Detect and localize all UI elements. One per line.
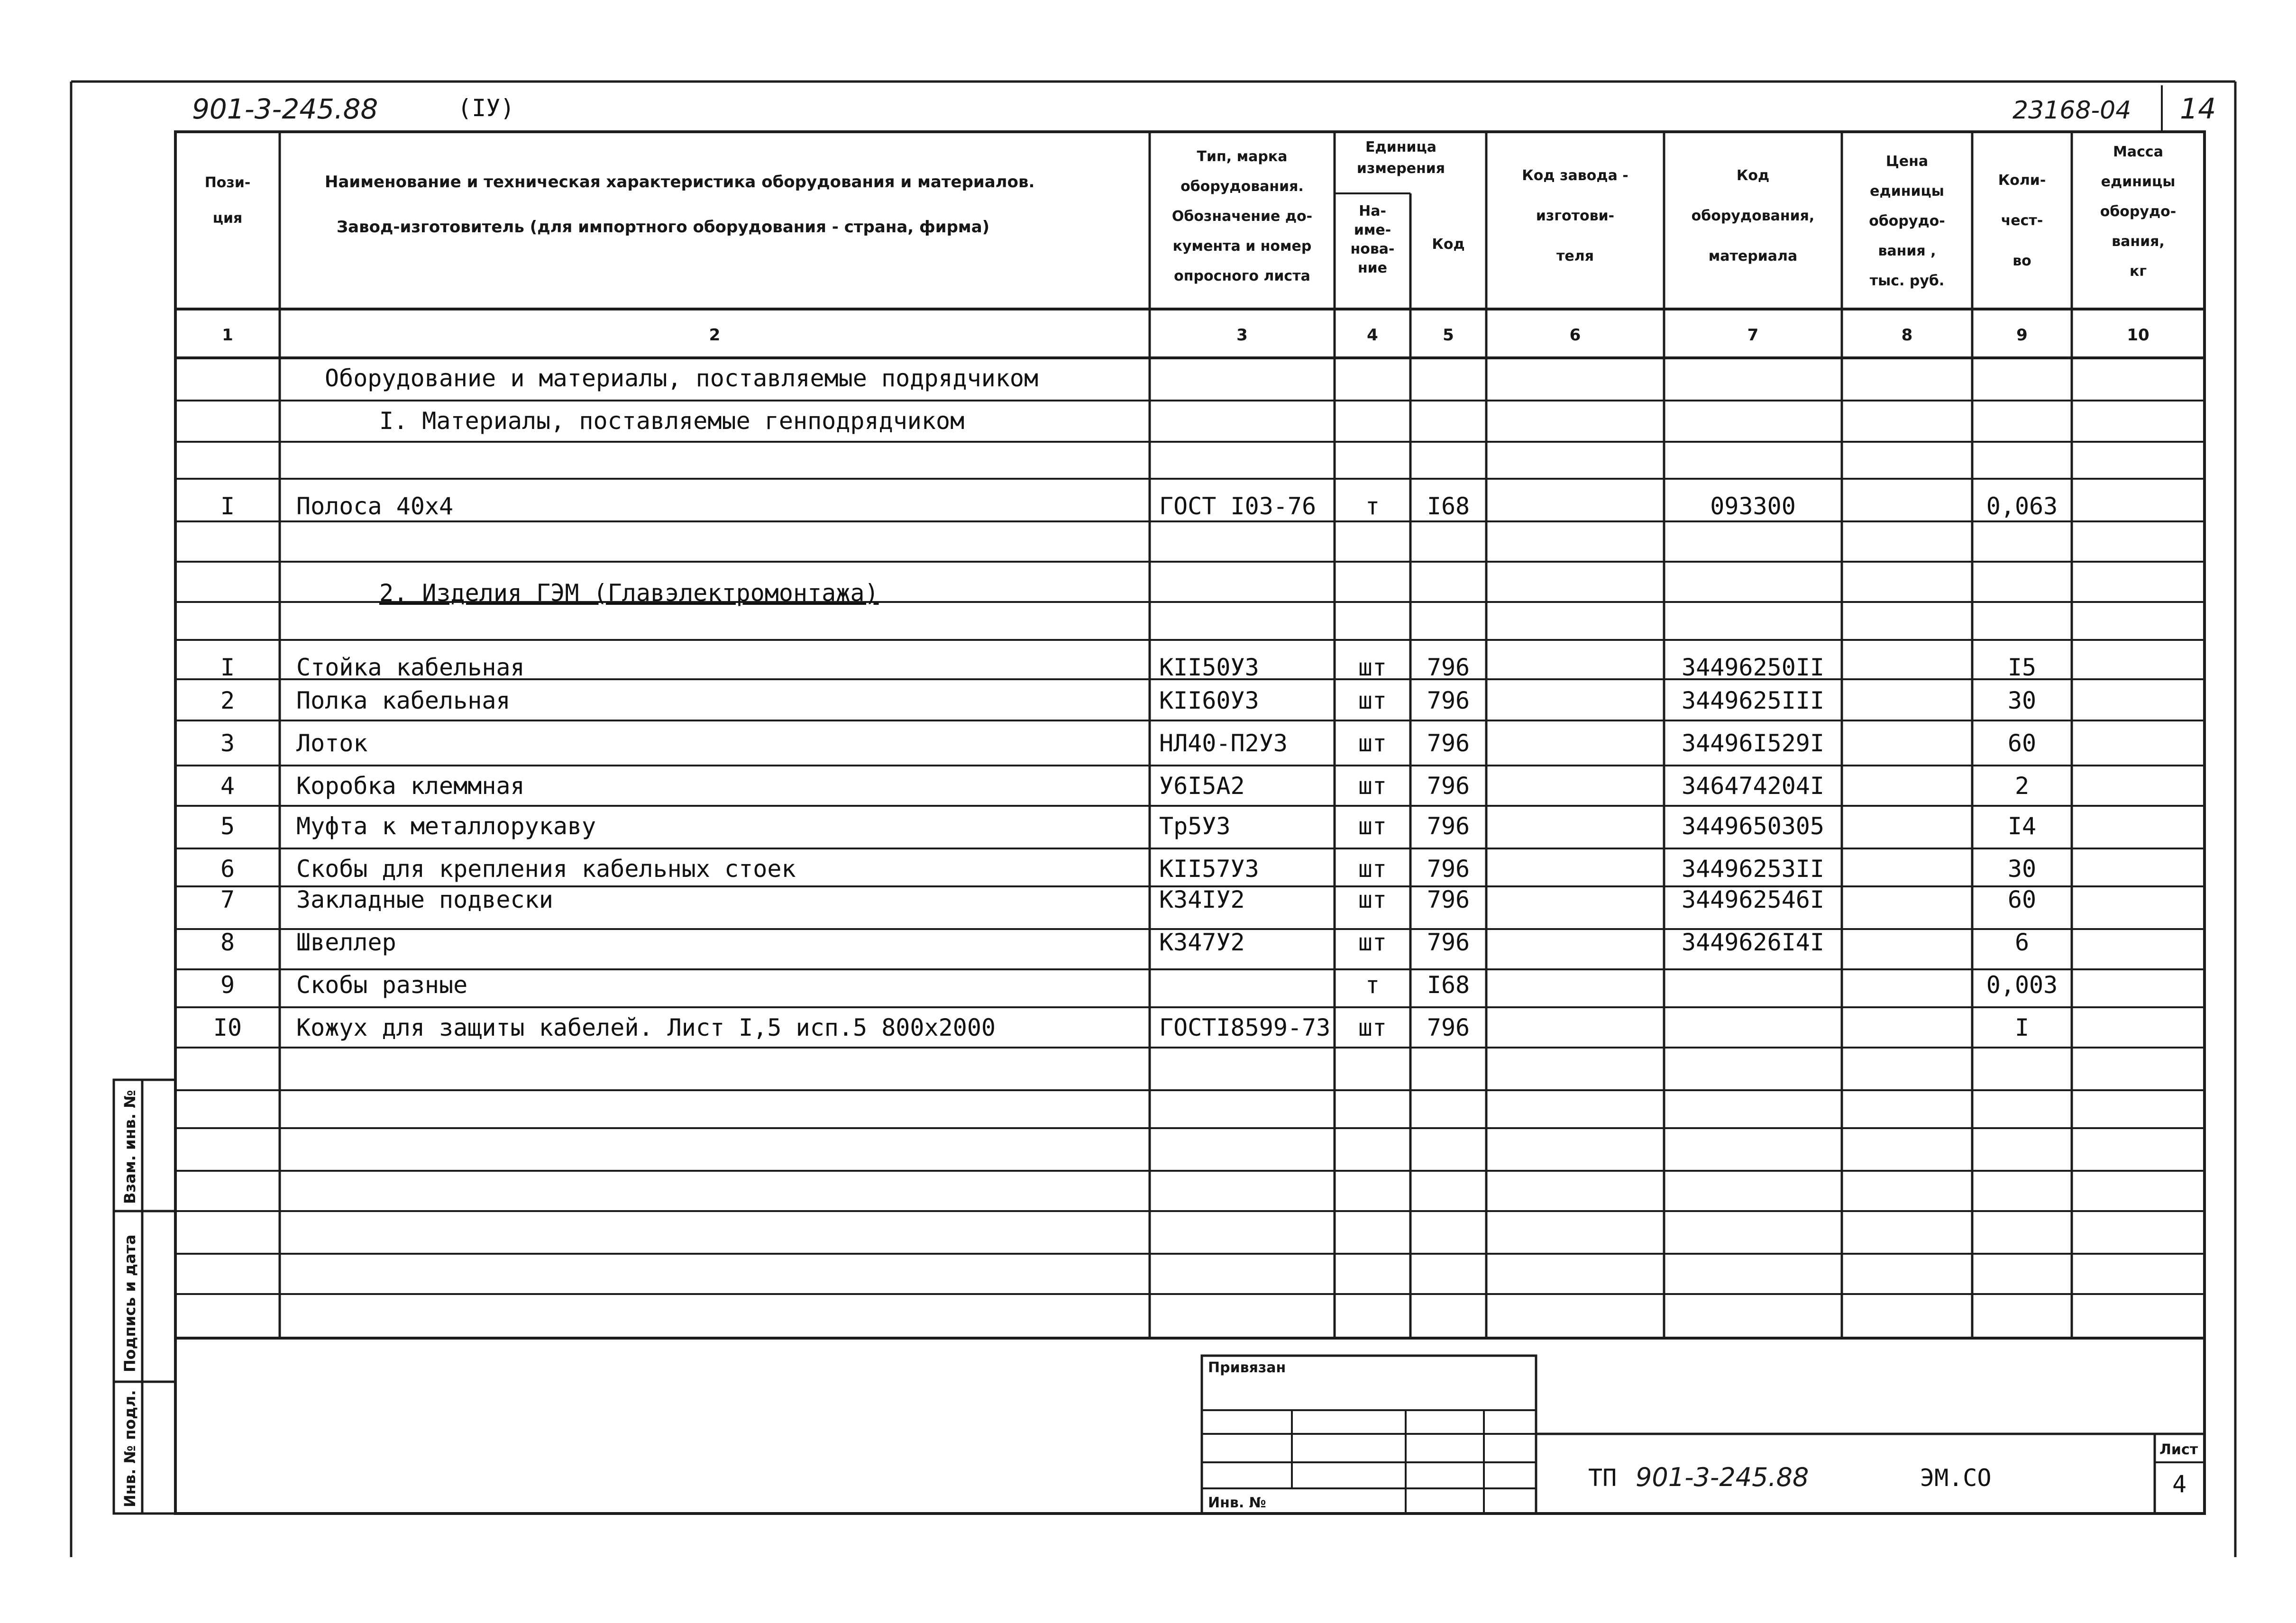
cell-material-code: 34496I529I	[1681, 729, 1825, 757]
stamp-tp-number: 901-3-245.88	[1636, 1462, 1809, 1492]
cell-unit-code: 796	[1427, 654, 1470, 681]
table-row	[220, 492, 2058, 520]
subsection-gem: 2. Изделия ГЭМ (Главэлектромонтажа)	[379, 579, 879, 607]
column-header-8-line-4: вания ,	[1878, 243, 1936, 259]
side-label-signature: Подпись и дата	[121, 1234, 139, 1372]
cell-quantity: 0,003	[1986, 971, 2058, 999]
subsection-materials: I. Материалы, поставляемые генподрядчиком	[379, 407, 965, 435]
sheet-corner-number: 14	[2180, 92, 2216, 126]
column-header-5-line-1: Код	[1432, 236, 1465, 253]
column-header-6-line-1: Код завода -	[1522, 167, 1628, 184]
cell-name: Швеллер	[296, 929, 396, 956]
cell-unit: т	[1365, 971, 1380, 999]
cell-type: Тр5У3	[1159, 812, 1231, 840]
cell-unit: шт	[1358, 855, 1387, 883]
cell-unit: т	[1365, 492, 1380, 520]
column-header-4-line-4: ние	[1357, 260, 1388, 276]
cell-type: К347У2	[1159, 929, 1245, 956]
table-row	[220, 886, 2036, 913]
column-header-1-line-1: Пози-	[204, 174, 251, 191]
column-header-7-line-3: материала	[1708, 248, 1798, 264]
column-header-8-line-5: тыс. руб.	[1869, 273, 1945, 289]
section-title: Оборудование и материалы, поставляемые подрядчиком	[325, 365, 1039, 392]
cell-type: КII60У3	[1159, 687, 1259, 714]
cell-unit: шт	[1358, 772, 1387, 800]
table-row	[220, 971, 2058, 999]
stamp-sheet-label: Лист	[2159, 1441, 2198, 1458]
cell-material-code: 093300	[1710, 492, 1796, 520]
column-header-8-line-1: Цена	[1885, 153, 1929, 170]
cell-material-code: 3449625III	[1681, 687, 1825, 714]
cell-unit: шт	[1358, 929, 1387, 956]
cell-unit-code: 796	[1427, 1014, 1470, 1041]
column-number-7: 7	[1747, 326, 1759, 345]
cell-position: I0	[213, 1014, 242, 1041]
cell-type: НЛ40-П2У3	[1159, 729, 1288, 757]
cell-type: ГОСТ I03-76	[1159, 492, 1317, 520]
stamp-inv-label: Инв. №	[1208, 1495, 1266, 1511]
cell-material-code: 3449626I4I	[1681, 929, 1825, 956]
column-number-8: 8	[1901, 326, 1913, 345]
cell-position: 3	[220, 729, 235, 757]
table-row	[220, 687, 2036, 714]
stamp-sheet-number: 4	[2172, 1470, 2187, 1498]
cell-name: Закладные подвески	[296, 886, 553, 913]
column-header-2-line-1: Наименование и техническая характеристика оборудования и материалов.	[325, 173, 1035, 191]
table-row	[213, 1014, 2029, 1041]
column-header-2-line-2: Завод-изготовитель (для импортного оборудования - страна, фирма)	[337, 218, 990, 237]
cell-unit-code: 796	[1427, 855, 1470, 883]
column-header-7-line-1: Код	[1736, 167, 1770, 184]
column-header-8-line-2: единицы	[1870, 183, 1944, 200]
cell-unit-code: 796	[1427, 687, 1470, 714]
table-row	[220, 772, 2029, 800]
cell-name: Муфта к металлорукаву	[296, 812, 596, 840]
cell-quantity: I5	[2007, 654, 2037, 681]
side-label-replaces: Взам. инв. №	[121, 1090, 139, 1204]
side-label-inventory: Инв. № подл.	[121, 1390, 139, 1507]
column-header-1-line-2: ция	[212, 210, 243, 227]
table-row	[220, 855, 2036, 883]
cell-position: 8	[220, 929, 235, 956]
cell-name: Лоток	[296, 729, 368, 757]
cell-type: У6I5А2	[1159, 772, 1245, 800]
cell-quantity: 0,063	[1986, 492, 2058, 520]
unit-group-header-line2: измерения	[1356, 160, 1445, 177]
column-header-10-line-4: вания,	[2112, 233, 2165, 250]
column-number-row	[222, 326, 2150, 345]
column-headers	[205, 144, 2177, 289]
column-header-9-line-1: Коли-	[1998, 172, 2046, 189]
column-number-6: 6	[1569, 326, 1581, 345]
column-header-4-line-2: име-	[1354, 222, 1391, 238]
cell-type: КII50У3	[1159, 654, 1259, 681]
column-number-10: 10	[2127, 326, 2150, 345]
cell-unit-code: I68	[1427, 971, 1470, 999]
column-number-9: 9	[2016, 326, 2028, 345]
cell-unit: шт	[1358, 729, 1387, 757]
data-rows	[213, 492, 2058, 1041]
cell-position: 2	[220, 687, 235, 714]
cell-material-code: 34496250II	[1681, 654, 1825, 681]
cell-unit-code: 796	[1427, 929, 1470, 956]
column-number-5: 5	[1443, 326, 1454, 345]
unit-group-header-line1: Единица	[1365, 139, 1436, 155]
column-header-10-line-1: Масса	[2113, 144, 2163, 160]
cell-unit-code: I68	[1427, 492, 1470, 520]
cell-name: Полка кабельная	[296, 687, 511, 714]
cell-position: 7	[220, 886, 235, 913]
column-header-10-line-5: кг	[2129, 263, 2147, 280]
cell-type: ГОСТI8599-73	[1159, 1014, 1331, 1041]
column-header-6-line-3: теля	[1556, 248, 1594, 264]
cell-quantity: 30	[2007, 855, 2037, 883]
column-number-3: 3	[1236, 326, 1248, 345]
cell-unit: шт	[1358, 687, 1387, 714]
archive-number: 23168-04	[2012, 96, 2131, 125]
cell-material-code: 34496253II	[1681, 855, 1825, 883]
cell-quantity: 30	[2007, 687, 2037, 714]
column-header-3-line-2: оборудования.	[1180, 178, 1304, 195]
column-header-10-line-3: оборудо-	[2100, 203, 2177, 220]
column-number-1: 1	[222, 326, 233, 345]
cell-position: 9	[220, 971, 235, 999]
cell-name: Полоса 40x4	[296, 492, 454, 520]
cell-material-code: 3449650305	[1681, 812, 1825, 840]
cell-position: 6	[220, 855, 235, 883]
column-header-3-line-1: Тип, марка	[1197, 148, 1288, 165]
cell-quantity: I4	[2007, 812, 2037, 840]
cell-name: Коробка клеммная	[296, 772, 525, 800]
column-header-6-line-2: изготови-	[1536, 208, 1615, 224]
cell-quantity: 2	[2014, 772, 2030, 800]
cell-type: К34IУ2	[1159, 886, 1245, 913]
column-header-8-line-3: оборудо-	[1869, 213, 1945, 229]
cell-name: Стойка кабельная	[296, 654, 525, 681]
cell-position: I	[220, 654, 235, 681]
table-row	[220, 812, 2036, 840]
cell-position: 5	[220, 812, 235, 840]
cell-name: Скобы для крепления кабельных стоек	[296, 855, 796, 883]
volume-mark: (IУ)	[457, 94, 515, 122]
column-header-3-line-5: опросного листа	[1174, 268, 1310, 284]
stamp-doc-code: ЭМ.СО	[1920, 1464, 1992, 1492]
table-row	[220, 654, 2036, 681]
cell-type: КII57У3	[1159, 855, 1259, 883]
cell-unit: шт	[1358, 1014, 1387, 1041]
cell-unit: шт	[1358, 886, 1387, 913]
cell-unit: шт	[1358, 654, 1387, 681]
column-header-7-line-2: оборудования,	[1691, 208, 1815, 224]
cell-unit-code: 796	[1427, 772, 1470, 800]
table-row	[220, 729, 2036, 757]
cell-material-code: 346474204I	[1681, 772, 1825, 800]
cell-quantity: 6	[2014, 929, 2030, 956]
cell-quantity: 60	[2007, 729, 2037, 757]
stamp-bound-label: Привязан	[1208, 1359, 1286, 1376]
stamp-tp-prefix: ТП	[1588, 1464, 1617, 1492]
doc-number: 901-3-245.88	[192, 93, 378, 125]
column-number-2: 2	[709, 326, 721, 345]
column-header-3-line-3: Обозначение до-	[1171, 208, 1313, 225]
cell-unit-code: 796	[1427, 729, 1470, 757]
cell-name: Скобы разные	[296, 971, 468, 999]
cell-unit: шт	[1358, 812, 1387, 840]
table-row	[220, 929, 2029, 956]
cell-name: Кожух для защиты кабелей. Лист I,5 исп.5 800x2000	[296, 1014, 996, 1041]
column-header-9-line-2: чест-	[2001, 212, 2043, 229]
column-number-4: 4	[1367, 326, 1378, 345]
column-header-10-line-2: единицы	[2101, 173, 2176, 190]
cell-position: I	[220, 492, 235, 520]
title-block	[175, 1338, 2205, 1514]
column-header-4-line-3: нова-	[1350, 241, 1395, 257]
column-header-9-line-3: во	[2012, 253, 2031, 269]
cell-quantity: I	[2014, 1014, 2030, 1041]
cell-position: 4	[220, 772, 235, 800]
cell-unit-code: 796	[1427, 886, 1470, 913]
cell-unit-code: 796	[1427, 812, 1470, 840]
cell-quantity: 60	[2007, 886, 2037, 913]
column-header-4-line-1: На-	[1359, 203, 1386, 219]
column-header-3-line-4: кумента и номер	[1172, 238, 1312, 255]
cell-material-code: 344962546I	[1681, 886, 1825, 913]
